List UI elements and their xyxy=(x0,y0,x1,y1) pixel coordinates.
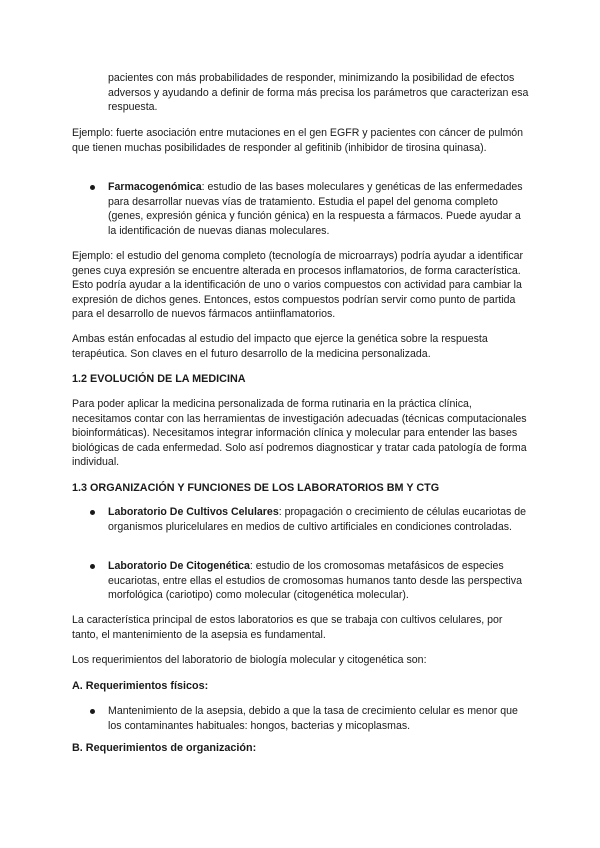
bullet-text: : estudio de las bases moleculares y genéticas de las enfermedades para desarrollar nuevas vías de tratamiento. Estudia el papel del genoma completo (genes, expresión génica y función génica) en la respuesta a fármacos. Puede ayudar a la identificación de nuevas dianas moleculares. xyxy=(108,181,523,237)
continued-paragraph: pacientes con más probabilidades de responder, minimizando la posibilidad de efectos adversos y ayudando a definir de forma más precisa los parámetros que caracterizan esa respuesta. xyxy=(108,72,529,114)
bullet-cultivos-celulares xyxy=(108,505,530,534)
bullet-farmacogenomica xyxy=(108,180,530,238)
bullet-term: Farmacogenómica xyxy=(108,181,202,193)
para-aplicar-paragraph: Para poder aplicar la medicina personalizada de forma rutinaria en la práctica clínica, necesitamos contar con las herramientas de investigación adecuadas (técnicas computacionales bioinformáticas). Necesitamos integrar información clínica y molecular para entender las bases biológicas de cada enfermedad. Solo así podremos diagnosticar y tratar cada patología de forma individual. xyxy=(72,398,527,469)
bullet-icon xyxy=(90,709,95,714)
bullet-icon xyxy=(90,185,95,190)
example-paragraph-egfr: Ejemplo: fuerte asociación entre mutaciones en el gen EGFR y pacientes con cáncer de pulmón que tienen muchas posibilidades de responder al gefitinib (inhibidor de tirosina quinasa). xyxy=(72,127,524,154)
bullet-text: : propagación o crecimiento de células eucariotas de organismos pluricelulares en medios de cultivo artificiales en condiciones controladas. xyxy=(108,506,527,533)
bullet-asepsia xyxy=(108,704,530,733)
bullet-icon xyxy=(90,564,95,569)
ambas-paragraph: Ambas están enfocadas al estudio del impacto que ejerce la genética sobre la respuesta terapéutica. Son claves en el futuro desarrollo de la medicina personalizada. xyxy=(72,333,488,360)
bullet-citogenetica xyxy=(108,559,530,603)
subheading-a: A. Requerimientos físicos: xyxy=(72,680,209,692)
section-heading-1-3: 1.3 ORGANIZACIÓN Y FUNCIONES DE LOS LABORATORIOS BM Y CTG xyxy=(72,482,440,494)
bullet-icon xyxy=(90,510,95,515)
requerimientos-paragraph: Los requerimientos del laboratorio de biología molecular y citogenética son: xyxy=(72,654,427,666)
subheading-b: B. Requerimientos de organización: xyxy=(72,742,257,754)
bullet-term: Laboratorio De Cultivos Celulares xyxy=(108,506,279,518)
bullet-text: : estudio de los cromosomas metafásicos de especies eucariotas, entre ellas el estudios de cromosomas humanos tanto desde las perspectiva morfológica (cariotipo) como molecular (citogenética molecular). xyxy=(108,560,522,602)
bullet-text: Mantenimiento de la asepsia, debido a que la tasa de crecimiento celular es menor que los contaminantes habituales: hongos, bacterias y micoplasmas. xyxy=(108,705,518,732)
bullet-term: Laboratorio De Citogenética xyxy=(108,560,250,572)
section-heading-1-2: 1.2 EVOLUCIÓN DE LA MEDICINA xyxy=(72,373,246,385)
example-paragraph-microarrays: Ejemplo: el estudio del genoma completo (tecnología de microarrays) podría ayudar a identificar genes cuya expresión se encuentre alterada en procesos inflamatorios, de forma característica. Esto podría ayudar a la identificación de uno o varios compuestos con actividad para cambiar la expresión de dichos genes. Entonces, estos compuestos podrían servir como punto de partida para el desarrollo de nuevos fármacos antiinflamatorios. xyxy=(72,250,524,321)
caracteristica-paragraph: La característica principal de estos laboratorios es que se trabaja con cultivos celulares, por tanto, el mantenimiento de la asepsia es fundamental. xyxy=(72,614,503,641)
